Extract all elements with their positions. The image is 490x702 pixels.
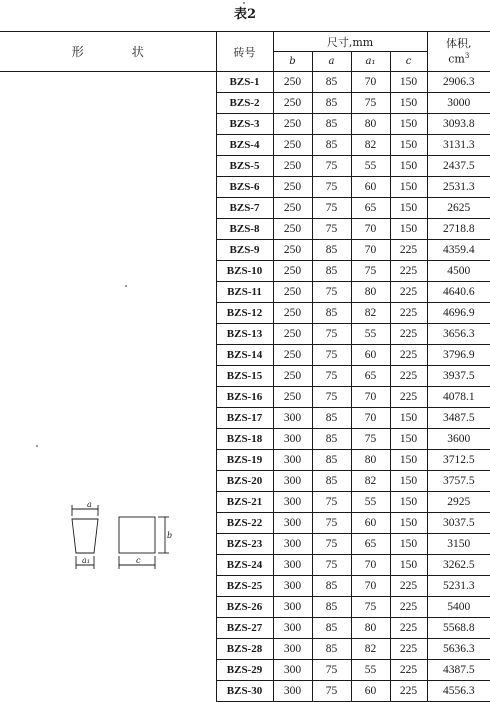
volume-cell: 3937.5 <box>427 366 490 387</box>
volume-cell: 4500 <box>427 261 490 282</box>
a-cell: 75 <box>312 660 351 681</box>
a-cell: 85 <box>312 72 351 93</box>
a-cell: 85 <box>312 576 351 597</box>
c-cell: 225 <box>390 618 427 639</box>
code-cell: BZS-25 <box>216 576 273 597</box>
b-cell: 250 <box>273 198 312 219</box>
b-cell: 250 <box>273 219 312 240</box>
code-cell: BZS-13 <box>216 324 273 345</box>
a1-cell: 55 <box>351 156 390 177</box>
a1-cell: 82 <box>351 471 390 492</box>
a1-cell: 65 <box>351 534 390 555</box>
a-cell: 85 <box>312 618 351 639</box>
b-cell: 300 <box>273 555 312 576</box>
a1-cell: 55 <box>351 324 390 345</box>
a1-cell: 60 <box>351 177 390 198</box>
b-cell: 250 <box>273 135 312 156</box>
b-cell: 250 <box>273 114 312 135</box>
b-cell: 300 <box>273 471 312 492</box>
b-cell: 300 <box>273 576 312 597</box>
code-cell: BZS-16 <box>216 387 273 408</box>
c-cell: 150 <box>390 408 427 429</box>
code-cell: BZS-27 <box>216 618 273 639</box>
code-cell: BZS-24 <box>216 555 273 576</box>
volume-cell: 3000 <box>427 93 490 114</box>
a-cell: 75 <box>312 219 351 240</box>
a-cell: 75 <box>312 345 351 366</box>
b-cell: 250 <box>273 72 312 93</box>
code-cell: BZS-3 <box>216 114 273 135</box>
a-cell: 75 <box>312 156 351 177</box>
b-cell: 250 <box>273 366 312 387</box>
c-cell: 150 <box>390 93 427 114</box>
a-cell: 75 <box>312 198 351 219</box>
volume-cell: 2906.3 <box>427 72 490 93</box>
c-cell: 150 <box>390 177 427 198</box>
volume-cell: 3757.5 <box>427 471 490 492</box>
a1-cell: 80 <box>351 282 390 303</box>
a-cell: 75 <box>312 324 351 345</box>
c-cell: 150 <box>390 450 427 471</box>
b-cell: 300 <box>273 408 312 429</box>
code-cell: BZS-18 <box>216 429 273 450</box>
c-cell: 150 <box>390 555 427 576</box>
speck <box>36 445 38 447</box>
a-cell: 75 <box>312 534 351 555</box>
b-cell: 300 <box>273 534 312 555</box>
c-cell: 150 <box>390 156 427 177</box>
a1-cell: 80 <box>351 450 390 471</box>
label-c: c <box>136 556 141 565</box>
a1-cell: 80 <box>351 114 390 135</box>
a-cell: 85 <box>312 93 351 114</box>
c-cell: 225 <box>390 681 427 702</box>
a1-cell: 75 <box>351 261 390 282</box>
size-header: 尺寸,mm <box>273 32 427 52</box>
volume-cell: 3262.5 <box>427 555 490 576</box>
a-cell: 85 <box>312 303 351 324</box>
trapezoid-outline <box>72 519 98 553</box>
brick-shape-diagram <box>66 491 186 571</box>
a1-cell: 60 <box>351 345 390 366</box>
c-cell: 150 <box>390 219 427 240</box>
a-cell: 85 <box>312 450 351 471</box>
speck <box>243 2 245 4</box>
a1-cell: 82 <box>351 639 390 660</box>
a1-cell: 70 <box>351 72 390 93</box>
code-cell: BZS-6 <box>216 177 273 198</box>
code-cell: BZS-29 <box>216 660 273 681</box>
b-cell: 250 <box>273 282 312 303</box>
volume-cell: 2625 <box>427 198 490 219</box>
c-cell: 225 <box>390 576 427 597</box>
a-cell: 75 <box>312 366 351 387</box>
code-cell: BZS-15 <box>216 366 273 387</box>
volume-cell: 3131.3 <box>427 135 490 156</box>
brick-spec-table <box>0 31 490 702</box>
shape-column-cell <box>0 72 216 702</box>
c-cell: 225 <box>390 639 427 660</box>
code-header: 砖号 <box>216 32 273 72</box>
volume-cell: 3093.8 <box>427 114 490 135</box>
a1-cell: 82 <box>351 135 390 156</box>
code-cell: BZS-10 <box>216 261 273 282</box>
code-cell: BZS-21 <box>216 492 273 513</box>
volume-cell: 4359.4 <box>427 240 490 261</box>
c-cell: 225 <box>390 282 427 303</box>
b-cell: 250 <box>273 345 312 366</box>
volume-cell: 2925 <box>427 492 490 513</box>
b-cell: 300 <box>273 450 312 471</box>
code-cell: BZS-2 <box>216 93 273 114</box>
c-cell: 150 <box>390 471 427 492</box>
code-cell: BZS-19 <box>216 450 273 471</box>
a1-cell: 70 <box>351 555 390 576</box>
b-cell: 250 <box>273 303 312 324</box>
c-cell: 225 <box>390 345 427 366</box>
a1-cell: 70 <box>351 387 390 408</box>
a-cell: 75 <box>312 513 351 534</box>
a1-cell: 65 <box>351 198 390 219</box>
b-cell: 300 <box>273 618 312 639</box>
table-body <box>0 72 490 702</box>
c-cell: 225 <box>390 303 427 324</box>
volume-cell: 2437.5 <box>427 156 490 177</box>
volume-cell: 4696.9 <box>427 303 490 324</box>
b-cell: 300 <box>273 513 312 534</box>
a-cell: 85 <box>312 240 351 261</box>
a1-cell: 70 <box>351 408 390 429</box>
a1-cell: 60 <box>351 681 390 702</box>
c-cell: 150 <box>390 513 427 534</box>
volume-cell: 5636.3 <box>427 639 490 660</box>
a-cell: 75 <box>312 681 351 702</box>
volume-cell: 4556.3 <box>427 681 490 702</box>
c-cell: 225 <box>390 261 427 282</box>
volume-cell: 3037.5 <box>427 513 490 534</box>
volume-cell: 5568.8 <box>427 618 490 639</box>
a-cell: 85 <box>312 261 351 282</box>
a-cell: 85 <box>312 597 351 618</box>
a1-cell: 75 <box>351 597 390 618</box>
a-cell: 85 <box>312 429 351 450</box>
b-cell: 300 <box>273 660 312 681</box>
code-cell: BZS-20 <box>216 471 273 492</box>
col-b-header: b <box>273 52 312 72</box>
c-cell: 225 <box>390 597 427 618</box>
b-cell: 300 <box>273 492 312 513</box>
a1-cell: 82 <box>351 303 390 324</box>
volume-header: 体积, $cm^3$ <box>427 32 490 72</box>
volume-cell: 3150 <box>427 534 490 555</box>
code-cell: BZS-11 <box>216 282 273 303</box>
b-cell: 250 <box>273 261 312 282</box>
c-cell: 150 <box>390 198 427 219</box>
b-cell: 250 <box>273 93 312 114</box>
a-cell: 85 <box>312 471 351 492</box>
volume-cell: 5231.3 <box>427 576 490 597</box>
c-cell: 150 <box>390 114 427 135</box>
speck <box>125 285 127 287</box>
volume-cell: 3796.9 <box>427 345 490 366</box>
code-cell: BZS-5 <box>216 156 273 177</box>
a-cell: 75 <box>312 492 351 513</box>
a1-cell: 55 <box>351 492 390 513</box>
a-cell: 75 <box>312 177 351 198</box>
rectangle-outline <box>119 517 155 553</box>
a-cell: 85 <box>312 135 351 156</box>
label-a: a <box>87 500 92 509</box>
code-cell: BZS-22 <box>216 513 273 534</box>
b-cell: 300 <box>273 681 312 702</box>
a1-cell: 70 <box>351 240 390 261</box>
a1-cell: 70 <box>351 576 390 597</box>
c-cell: 225 <box>390 366 427 387</box>
code-cell: BZS-9 <box>216 240 273 261</box>
code-cell: BZS-12 <box>216 303 273 324</box>
table-title: 表2 <box>233 7 257 22</box>
a-cell: 75 <box>312 282 351 303</box>
a-cell: 75 <box>312 555 351 576</box>
code-cell: BZS-8 <box>216 219 273 240</box>
b-cell: 300 <box>273 429 312 450</box>
b-cell: 250 <box>273 387 312 408</box>
code-cell: BZS-26 <box>216 597 273 618</box>
a-cell: 75 <box>312 387 351 408</box>
volume-cell: 5400 <box>427 597 490 618</box>
volume-cell: 3487.5 <box>427 408 490 429</box>
code-cell: BZS-28 <box>216 639 273 660</box>
b-cell: 250 <box>273 177 312 198</box>
label-b: b <box>167 531 173 540</box>
col-a1-header: a₁ <box>351 52 390 72</box>
b-cell: 250 <box>273 240 312 261</box>
c-cell: 150 <box>390 534 427 555</box>
table-row <box>0 72 490 93</box>
a-cell: 85 <box>312 114 351 135</box>
c-cell: 150 <box>390 429 427 450</box>
code-cell: BZS-1 <box>216 72 273 93</box>
c-cell: 225 <box>390 660 427 681</box>
code-cell: BZS-17 <box>216 408 273 429</box>
c-cell: 150 <box>390 135 427 156</box>
col-c-header: c <box>390 52 427 72</box>
a-cell: 85 <box>312 639 351 660</box>
a1-cell: 60 <box>351 513 390 534</box>
a1-cell: 70 <box>351 219 390 240</box>
b-cell: 250 <box>273 156 312 177</box>
c-cell: 225 <box>390 240 427 261</box>
a-cell: 85 <box>312 408 351 429</box>
col-a-header: a <box>312 52 351 72</box>
code-cell: BZS-4 <box>216 135 273 156</box>
c-cell: 225 <box>390 387 427 408</box>
c-cell: 225 <box>390 324 427 345</box>
volume-cell: 3656.3 <box>427 324 490 345</box>
code-cell: BZS-7 <box>216 198 273 219</box>
code-cell: BZS-30 <box>216 681 273 702</box>
volume-cell: 3600 <box>427 429 490 450</box>
a1-cell: 55 <box>351 660 390 681</box>
a1-cell: 75 <box>351 429 390 450</box>
volume-cell: 2718.8 <box>427 219 490 240</box>
a1-cell: 65 <box>351 366 390 387</box>
b-cell: 250 <box>273 324 312 345</box>
b-cell: 300 <box>273 639 312 660</box>
volume-cell: 2531.3 <box>427 177 490 198</box>
label-a1: a₁ <box>82 556 90 565</box>
volume-cell: 4640.6 <box>427 282 490 303</box>
c-cell: 150 <box>390 492 427 513</box>
code-cell: BZS-23 <box>216 534 273 555</box>
volume-cell: 4387.5 <box>427 660 490 681</box>
code-cell: BZS-14 <box>216 345 273 366</box>
volume-cell: 3712.5 <box>427 450 490 471</box>
volume-cell: 4078.1 <box>427 387 490 408</box>
a1-cell: 75 <box>351 93 390 114</box>
b-cell: 300 <box>273 597 312 618</box>
c-cell: 150 <box>390 72 427 93</box>
a1-cell: 80 <box>351 618 390 639</box>
shape-header: 形 状 <box>0 32 216 72</box>
